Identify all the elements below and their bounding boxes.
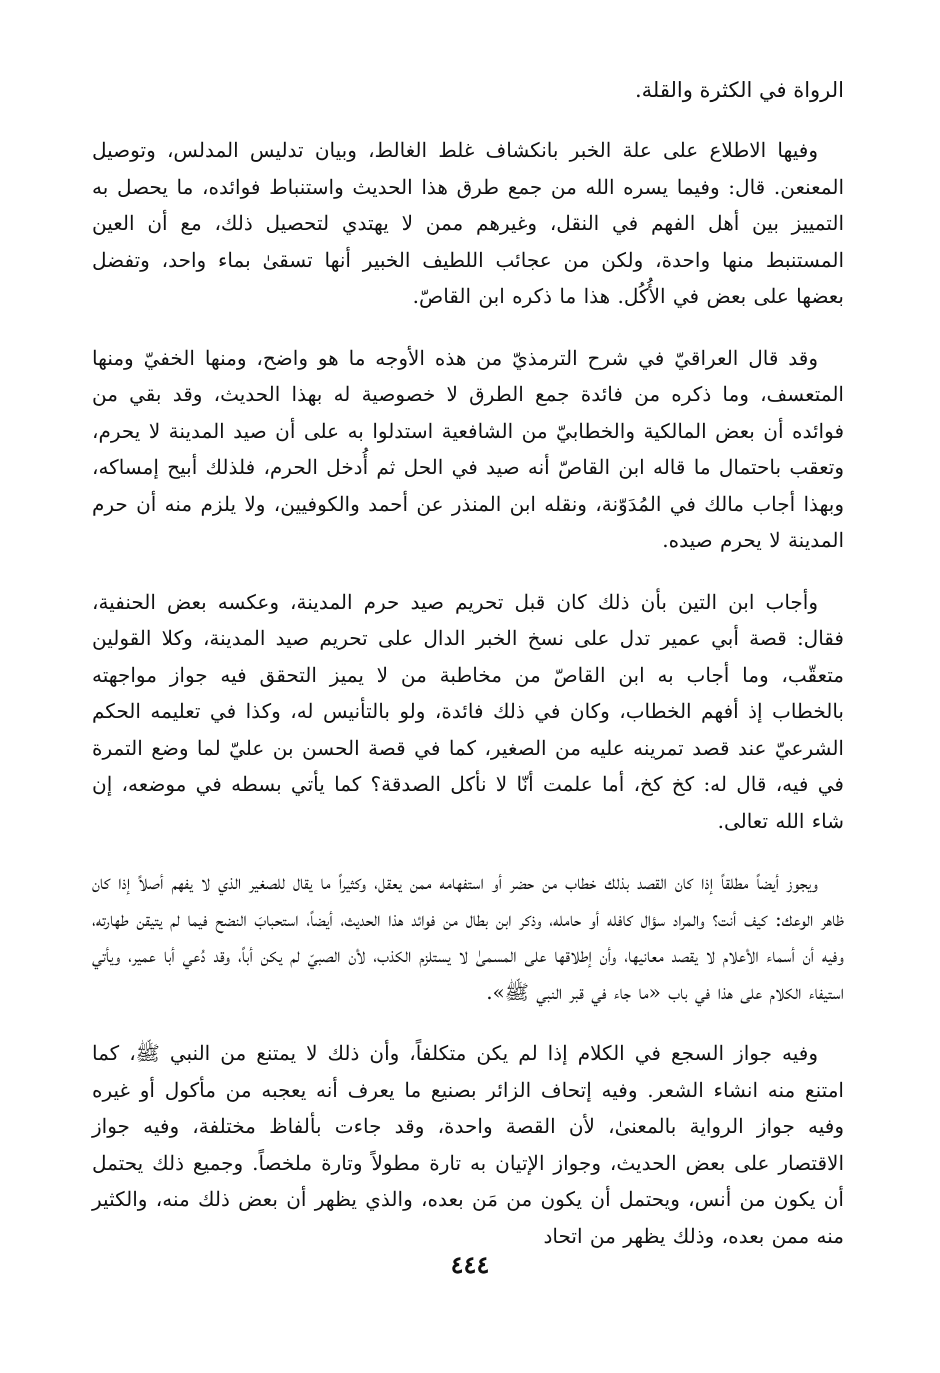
paragraph: وقد قال العراقيّ في شرح الترمذيّ من هذه الأوجه ما هو واضح، ومنها الخفيّ ومنها المتعسف، وما ذكره من فائدة جمع الطرق لا خصوصية له بهذا الحديث، وقد بقي من فوائده أن بعض المالكية والخطابيّ من الشافعية استدلوا به على أن صيد المدينة لا يحرم، وتعقب باحتمال ما قاله ابن القاصّ أنه صيد في الحل ثم أُدخل الحرم، فلذلك أبيح إمساكه، وبهذا أجاب مالك في المُدَوّنة، ونقله ابن المنذر عن أحمد والكوفيين، ولا يلزم منه أن حرم المدينة لا يحرم صيده. — [92, 345, 844, 552]
paragraph: وأجاب ابن التين بأن ذلك كان قبل تحريم صيد حرم المدينة، وعكسه بعض الحنفية، فقال: قصة أبي عمير تدل على نسخ الخبر الدال على تحريم صيد المدينة، وكلا القولين متعقّب، وما أجاب به ابن القاصّ من مخاطبة من لا يميز التحقق فيه جواز مواجهته بالخطاب إذ أفهم الخطاب، وكان في ذلك فائدة، ولو بالتأنيس له، وكذا في تعليمه الحكم الشرعيّ عند قصد تمرينه عليه من الصغير، كما في قصة الحسن بن عليّ لما وضع التمرة في فيه، قال له: كخ كخ، أما علمت أنّا لا نأكل الصدقة؟ كما يأتي بسطه في موضعه، إن شاء الله تعالى. — [92, 589, 844, 833]
paragraph: وفيها الاطلاع على علة الخبر بانكشاف غلط الغالط، وبيان تدليس المدلس، وتوصيل المعنعن. قال: وفيما يسره الله من جمع طرق هذا الحديث واستنباط فوائده، ما يحصل به التمييز بين أهل الفهم في النقل، وغيرهم ممن لا يهتدي لتحصيل ذلك، مع أن العين المستنبط منها واحدة، ولكن من عجائب اللطيف الخبير أنها تسقىٰ بماء واحد، وتفضل بعضها على بعض في الأُكُل. هذا ما ذكره ابن القاصّ. — [92, 138, 844, 308]
page-number: ٤٤٤ — [450, 1250, 490, 1279]
paragraph: ويجوز أيضاً مطلقاً إذا كان القصد بذلك خطاب من حضر أو استفهامه ممن يعقل، وكثيراً ما يقال للصغير الذي لا يفهم أصلاً إذا كان ظاهر الوعك: كيف أنت؟ والمراد سؤال كافله أو حامله، وذكر ابن بطال من فوائد هذا الحديث، أيضاً، استحبابَ النضح فيما لم يتيقن طهارته، وفيه أن أسماء الأعلام لا يقصد معانيها، وأن إطلاقها على المسمىٰ لا يستلزم الكذب، لأن الصبيّ لم يكن أباً، وقد دُعي أبا عمير، ويأتي استيفاء الكلام على هذا في باب «ما جاء في قبر النبي ﷺ». — [92, 870, 845, 1004]
paragraph: وفيه جواز السجع في الكلام إذا لم يكن متكلفاً، وأن ذلك لا يمتنع من النبي ﷺ، كما امتنع منه انشاء الشعر. وفيه إتحاف الزائر بصنيع ما يعرف أنه يعجبه من مأكول أو غيره وفيه جواز الرواية بالمعنىٰ، لأن القصة واحدة، وقد جاءت بألفاظ مختلفة، وفيه جواز الاقتصار على بعض الحديث، وجواز الإتيان به تارة مطولاً وتارة ملخصاً. وجميع ذلك يحتمل أن يكون من أنس، ويحتمل أن يكون من مَن بعده، والذي يظهر أن بعض ذلك منه، والكثير منه ممن بعده، وذلك يظهر من اتحاد — [92, 1041, 844, 1248]
continuation-line: الرواة في الكثرة والقلة. — [634, 78, 844, 102]
